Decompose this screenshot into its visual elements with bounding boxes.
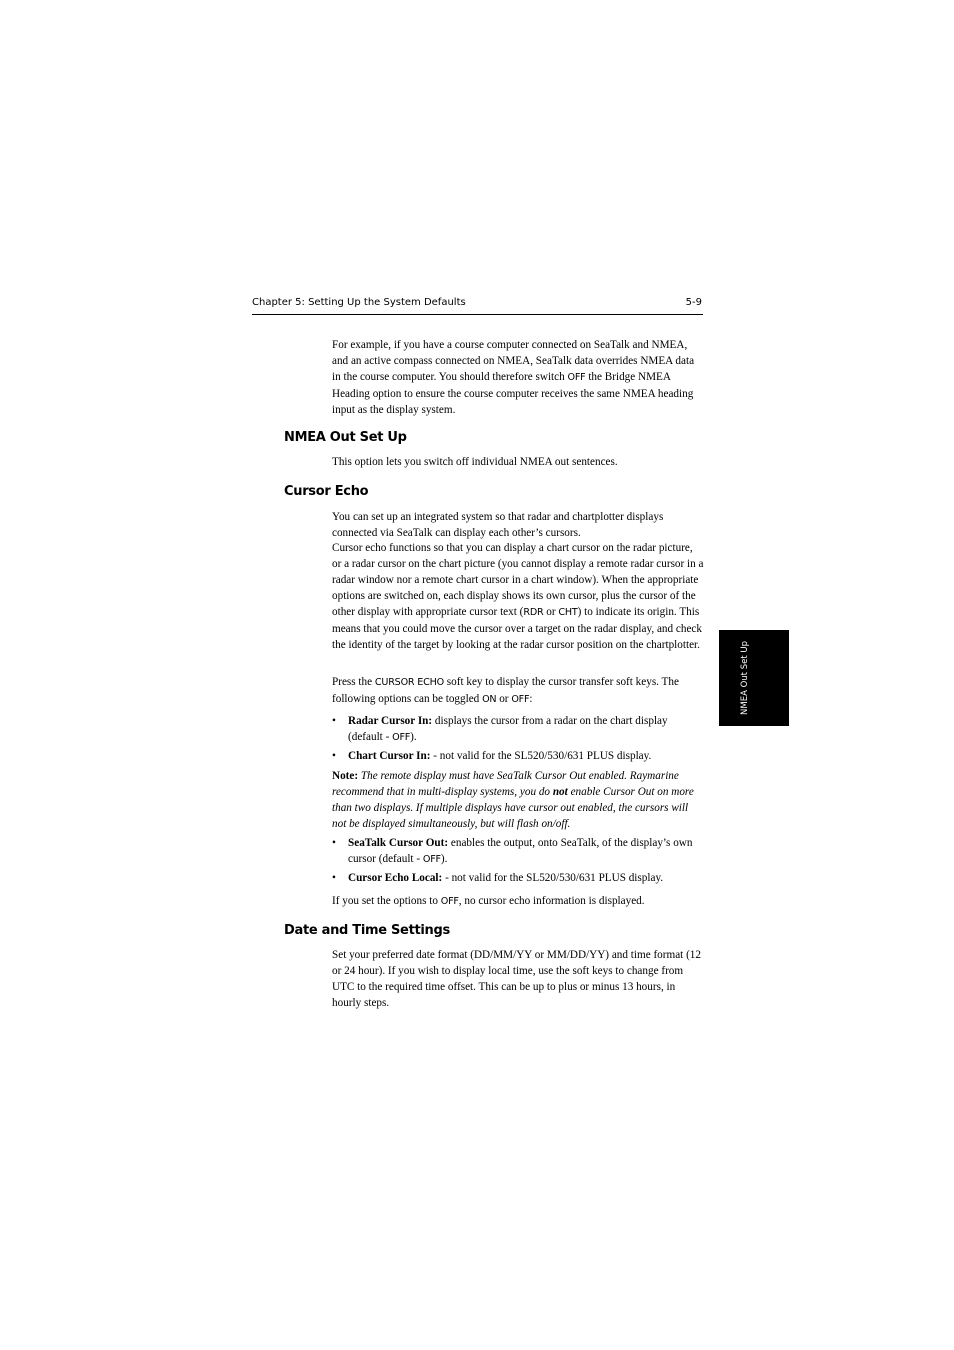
bullet-body: enables the output, onto SeaTalk, of the display’s own cursor (default - (348, 837, 693, 865)
heading-date-time: Date and Time Settings (284, 923, 450, 938)
p2-or: or (543, 606, 559, 618)
bullet-dot: • (332, 750, 336, 762)
off-keyword: OFF (440, 896, 459, 907)
page-number: 5-9 (685, 297, 702, 308)
side-tab-label: NMEA Out Set Up (740, 641, 750, 715)
bullet-end: ). (410, 731, 417, 743)
chapter-title: Chapter 5: Setting Up the System Defaults (252, 297, 466, 308)
bullet-dot: • (332, 837, 336, 849)
p4-text-1: If you set the options to (332, 895, 441, 907)
off-keyword: OFF (511, 694, 530, 705)
bullet-text (348, 748, 704, 764)
bullet-end: ). (440, 853, 448, 865)
on-keyword: ON (482, 694, 497, 705)
intro-text-1: For example, if you have a course computer connected on SeaTalk and NMEA, and an active compass connected on NMEA, SeaTalk data overrides NMEA data in the course computer. You should therefore switch (332, 339, 695, 383)
cht-keyword: CHT (558, 607, 578, 618)
p3-text-1: Press the (332, 676, 375, 688)
note-text-2: enable Cursor Out on more than two displays. If multiple displays have cursor out enabled, the cursors will not be displayed simultaneously, but will flash on/off. (332, 786, 694, 830)
off-keyword: OFF (422, 854, 441, 865)
p3-colon: : (529, 693, 533, 705)
bullet-label: Chart Cursor In: (348, 750, 431, 762)
bullet-text (348, 870, 704, 886)
off-keyword: OFF (392, 732, 411, 743)
bullet-label: SeaTalk Cursor Out: (348, 837, 449, 849)
note-text-1: The remote display must have SeaTalk Cursor Out enabled. Raymarine recommend that in multi-display systems, you do (332, 770, 679, 798)
heading-cursor-echo: Cursor Echo (284, 484, 369, 499)
date-time-paragraph: Set your preferred date format (DD/MM/YY or MM/DD/YY) and time format (12 or 24 hour). If you wish to display local time, use the soft keys to change from UTC to the required time offset. This can be up to plus or minus 13 hours, in hourly steps. (332, 949, 701, 1009)
bullet-text (348, 835, 704, 868)
bullet-dot: • (332, 872, 336, 884)
cursor-echo-softkey: CURSOR ECHO (374, 677, 444, 688)
section-side-tab (719, 630, 789, 726)
intro-paragraph (332, 337, 704, 418)
note-emphasis: not (552, 786, 568, 798)
bullet-body: displays the cursor from a radar on the chart display (default - (348, 715, 668, 743)
cursor-echo-paragraph-4 (332, 893, 704, 910)
nmea-out-paragraph: This option lets you switch off individual NMEA out sentences. (332, 456, 618, 468)
p2-text-2: ) to indicate its origin. This means that you could move the cursor over a target on the radar display, and check the identity of the target by looking at the radar cursor position on the chartplotter. (332, 606, 702, 651)
cursor-echo-paragraph-1: You can set up an integrated system so that radar and chartplotter displays connected via SeaTalk can display each other’s cursors. (332, 511, 664, 539)
heading-nmea-out: NMEA Out Set Up (284, 430, 407, 445)
bullet-body: - not valid for the SL520/530/631 PLUS display. (430, 750, 652, 762)
bullet-text (348, 713, 704, 746)
bullet-body: - not valid for the SL520/530/631 PLUS display. (442, 872, 664, 884)
bullet-label: Radar Cursor In: (348, 715, 433, 727)
off-keyword: OFF (567, 372, 586, 383)
cursor-echo-paragraph-2 (332, 540, 704, 653)
bullet-dot: • (332, 715, 336, 727)
p2-text-1: Cursor echo functions so that you can display a chart cursor on the radar picture, or a radar cursor on the chart picture (you cannot display a remote radar cursor in a radar window nor a remote chart cursor in a chart window). When the appropriate options are switched on, each display shows its own cursor, plus the cursor of the other display with appropriate cursor text ( (332, 542, 704, 618)
bullet-label: Cursor Echo Local: (348, 872, 443, 884)
cursor-echo-paragraph-3 (332, 674, 704, 708)
p3-text-2: soft key to display the cursor transfer soft keys. The following options can be toggled (332, 676, 679, 705)
note-paragraph (332, 768, 704, 832)
note-label: Note: (332, 770, 359, 782)
rdr-keyword: RDR (523, 607, 544, 618)
header-rule (252, 314, 703, 315)
intro-text-2: the Bridge NMEA Heading option to ensure the course computer receives the same NMEA heading input as the display system. (332, 371, 694, 416)
p3-or: or (496, 693, 512, 705)
p4-text-2: , no cursor echo information is displayed. (458, 895, 645, 907)
